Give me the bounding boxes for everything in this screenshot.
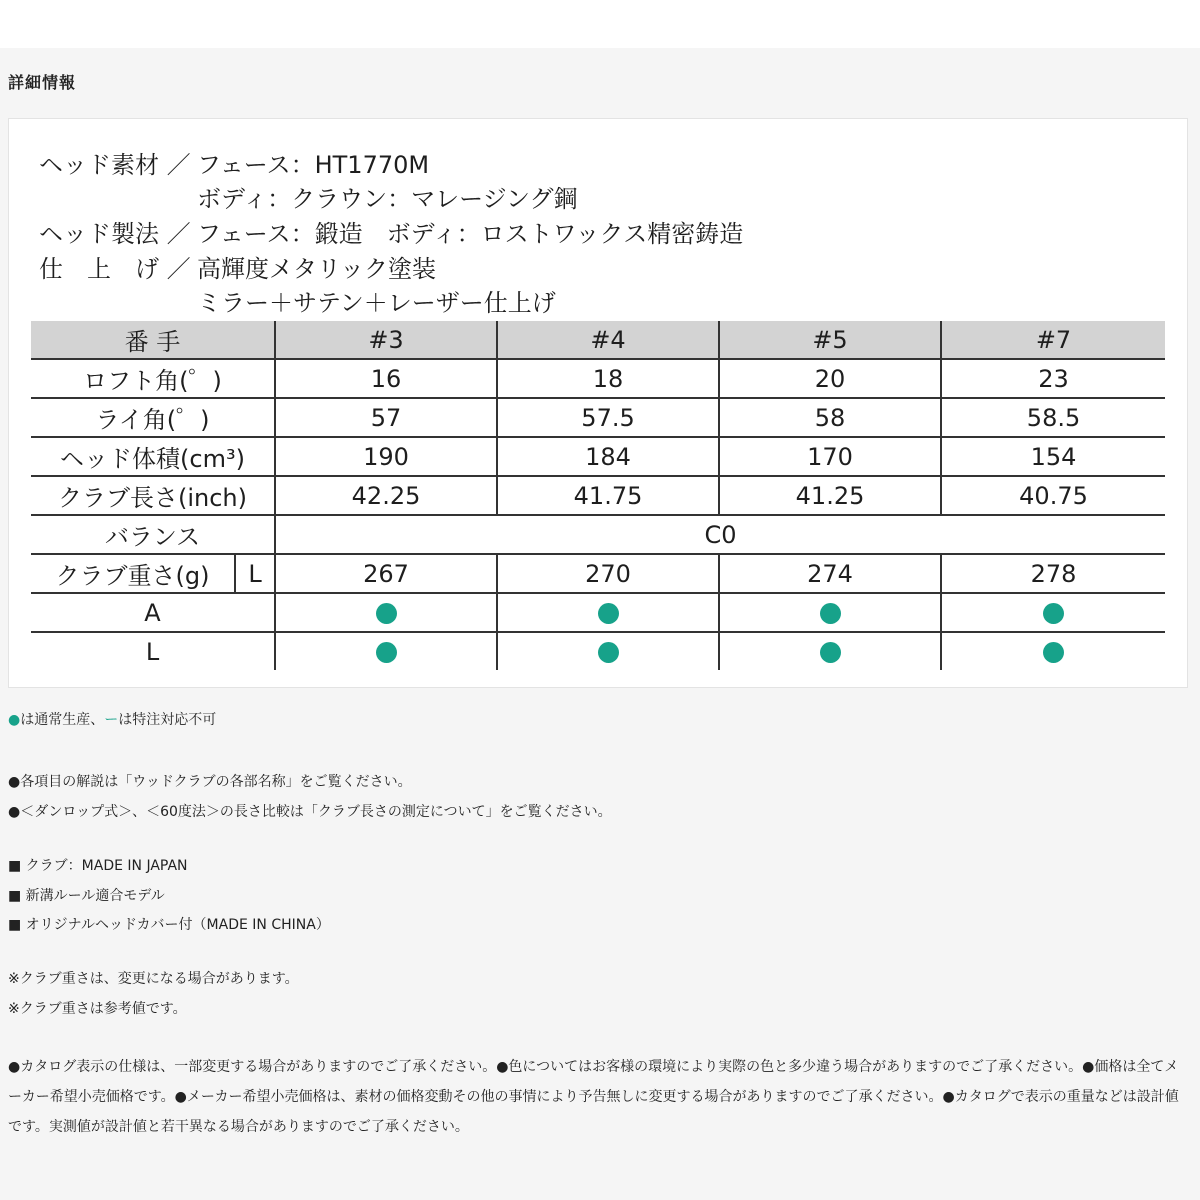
available-dot-icon bbox=[376, 603, 397, 624]
legend-dot-text: は通常生産、 bbox=[20, 712, 105, 728]
column-header: #3 bbox=[275, 321, 497, 359]
note-line: ※クラブ重さは参考値です。 bbox=[8, 1001, 187, 1017]
row-label: L bbox=[145, 637, 160, 666]
table-cell bbox=[719, 632, 941, 670]
table-row bbox=[31, 554, 1165, 593]
row-label: ヘッド体積(cm³) bbox=[31, 437, 275, 476]
row-label: クラブ重さ(g) bbox=[31, 554, 235, 593]
note-line: ●＜ダンロップ式＞、＜60度法＞の長さ比較は「クラブ長さの測定について」をご覧ください。 bbox=[8, 804, 612, 820]
table-cell: 170 bbox=[719, 437, 941, 476]
note-line: ■ 新溝ルール適合モデル bbox=[8, 888, 165, 904]
table-row bbox=[31, 398, 1165, 437]
available-dot-icon bbox=[820, 603, 841, 624]
table-cell: 41.75 bbox=[497, 476, 719, 515]
note-line: ●各項目の解説は「ウッドクラブの各部名称」をご覧ください。 bbox=[8, 774, 412, 790]
table-cell: 23 bbox=[941, 359, 1165, 398]
available-dot-icon bbox=[598, 603, 619, 624]
column-header: #7 bbox=[941, 321, 1165, 359]
spec-line bbox=[39, 145, 430, 180]
table-cell: 267 bbox=[275, 554, 497, 593]
table-row bbox=[31, 632, 1165, 670]
table-cell: 40.75 bbox=[941, 476, 1165, 515]
spec-label: ヘッド製法 ／ bbox=[39, 220, 191, 248]
table-cell bbox=[275, 593, 497, 632]
available-dot-icon bbox=[820, 642, 841, 663]
note-line: ■ オリジナルヘッドカバー付（MADE IN CHINA） bbox=[8, 917, 330, 933]
disclaimer: ●カタログ表示の仕様は、一部変更する場合がありますのでご了承ください。●色についてはお客様の環境により実際の色と多少違う場合がありますのでご了承ください。●価格は全てメーカー希望小売価格です。●メーカー希望小売価格は、素材の価格変動その他の事情により予告無しに変更する場合がありますのでご了承ください。●カタログで表示の重量などは設計値です。実測値が設計値と若干異なる場合がありますのでご了承ください。 bbox=[8, 1059, 1179, 1135]
spec-value: フェース：HT1770M bbox=[197, 151, 430, 179]
spec-label: ヘッド素材 ／ bbox=[39, 151, 191, 179]
available-dot-icon bbox=[376, 642, 397, 663]
table-cell: 274 bbox=[719, 554, 941, 593]
note-line: ■ クラブ：MADE IN JAPAN bbox=[8, 858, 188, 874]
legend-dot-icon: ● bbox=[8, 712, 21, 728]
header-label: 番 手 bbox=[31, 321, 275, 359]
spec-line bbox=[39, 214, 744, 249]
table-cell: 16 bbox=[275, 359, 497, 398]
note-line: ※クラブ重さは、変更になる場合があります。 bbox=[8, 971, 299, 987]
table-row bbox=[31, 515, 1165, 554]
table-cell bbox=[941, 593, 1165, 632]
table-cell: 57.5 bbox=[497, 398, 719, 437]
flex-label: L bbox=[235, 554, 275, 593]
top-band bbox=[0, 0, 1200, 48]
table-cell: 58.5 bbox=[941, 398, 1165, 437]
table-cell bbox=[497, 632, 719, 670]
available-dot-icon bbox=[1043, 642, 1064, 663]
table-cell: 184 bbox=[497, 437, 719, 476]
table-header-row bbox=[31, 321, 1165, 359]
table-cell: C0 bbox=[275, 515, 1165, 554]
spec-value: ミラー＋サテン＋レーザー仕上げ bbox=[197, 289, 556, 317]
spec-value: ボディ：クラウン：マレージング鋼 bbox=[197, 185, 578, 213]
spec-label: 仕 上 げ ／ bbox=[39, 255, 191, 283]
row-label: バランス bbox=[31, 515, 275, 554]
table-cell: 20 bbox=[719, 359, 941, 398]
table-cell: 42.25 bbox=[275, 476, 497, 515]
table-cell: 154 bbox=[941, 437, 1165, 476]
legend bbox=[8, 709, 216, 729]
spec-line bbox=[39, 249, 437, 284]
table-row bbox=[31, 437, 1165, 476]
table-row bbox=[31, 593, 1165, 632]
legend-dash-icon: ー bbox=[104, 712, 119, 728]
table-cell: 41.25 bbox=[719, 476, 941, 515]
table-cell: 18 bbox=[497, 359, 719, 398]
table-row bbox=[31, 476, 1165, 515]
available-dot-icon bbox=[1043, 603, 1064, 624]
section-title: 詳細情報 bbox=[8, 73, 77, 92]
table-cell: 58 bbox=[719, 398, 941, 437]
table-cell: 270 bbox=[497, 554, 719, 593]
column-header: #5 bbox=[719, 321, 941, 359]
spec-value: 高輝度メタリック塗装 bbox=[197, 255, 437, 283]
spec-line bbox=[39, 179, 578, 213]
table-cell bbox=[497, 593, 719, 632]
table-cell: 278 bbox=[941, 554, 1165, 593]
spec-value: フェース：鍛造 ボディ：ロストワックス精密鋳造 bbox=[197, 220, 744, 248]
column-header: #4 bbox=[497, 321, 719, 359]
spec-table bbox=[31, 321, 1165, 670]
row-label: クラブ長さ(inch) bbox=[31, 476, 275, 515]
table-cell bbox=[275, 632, 497, 670]
table-cell: 57 bbox=[275, 398, 497, 437]
row-label: ロフト角(゜) bbox=[31, 359, 275, 398]
row-label: ライ角(゜) bbox=[31, 398, 275, 437]
legend-dash-text: は特注対応不可 bbox=[118, 712, 217, 728]
table-cell bbox=[719, 593, 941, 632]
spec-line bbox=[39, 283, 556, 317]
table-cell: 190 bbox=[275, 437, 497, 476]
row-label: A bbox=[31, 593, 275, 632]
table-cell bbox=[941, 632, 1165, 670]
table-row bbox=[31, 359, 1165, 398]
available-dot-icon bbox=[598, 642, 619, 663]
